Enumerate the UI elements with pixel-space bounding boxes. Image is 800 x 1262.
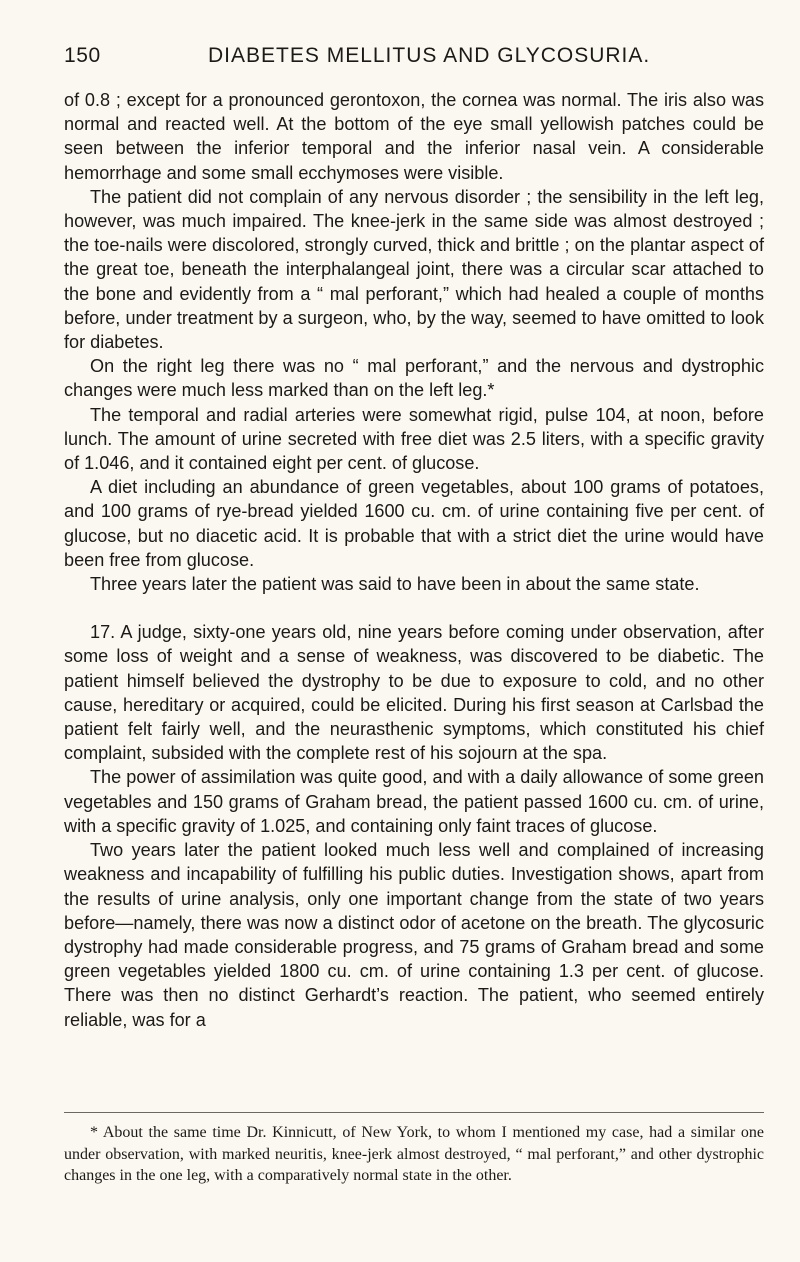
paragraph: Two years later the patient looked much less well and complained of increasing weakness and incapability of fulfilling his public duties. Investigation shows, apart from the results of urine analysis, only one important change from the state of two years before—namely, there was now a distinct odor of acetone on the breath. The glycosuric dystrophy had made considerable progress, and 75 grams of Graham bread and some green vegetables yielded 1800 cu. cm. of urine containing 1.3 per cent. of glucose. There was then no distinct Gerhardt’s reaction. The patient, who seemed entirely reliable, was for a (64, 840, 764, 1030)
paragraph: Three years later the patient was said to have been in about the same state. (90, 574, 700, 595)
footnote-divider (64, 1112, 764, 1113)
case-paragraph: 17. A judge, sixty-one years old, nine years before coming under observation, after some loss of weight and a sense of weakness, was discovered to be diabetic. The patient himself believed the dystrophy to be due to exposure to cold, and no other cause, hereditary or acquired, could be elicited. During his first season at Carlsbad the patient felt fairly well, and the neurasthenic symptoms, which constituted his chief complaint, subsided with the complete rest of his sojourn at the spa. (64, 622, 764, 764)
paragraph: On the right leg there was no “ mal perforant,” and the nervous and dystrophic changes were much less marked than on the left leg.* (64, 356, 764, 401)
footnote (64, 1122, 764, 1187)
body-text (64, 88, 764, 1032)
running-title: DIABETES MELLITUS AND GLYCOSURIA. (208, 44, 651, 67)
paragraph: The power of assimilation was quite good, and with a daily allowance of some green vegetables and 150 grams of Graham bread, the patient passed 1600 cu. cm. of urine, with a specific gravity of 1.025, and containing only faint traces of glucose. (64, 767, 764, 836)
page-number: 150 (64, 44, 101, 67)
paragraph: The temporal and radial arteries were somewhat rigid, pulse 104, at noon, before lunch. The amount of urine secreted with free diet was 2.5 liters, with a specific gravity of 1.046, and it contained eight per cent. of glucose. (64, 404, 764, 474)
running-head (64, 44, 764, 74)
paragraph: A diet including an abundance of green vegetables, about 100 grams of potatoes, and 100 grams of rye-bread yielded 1600 cu. cm. of urine containing five per cent. of glucose, but no diacetic acid. It is probable that with a strict diet the urine would have been free from glucose. (64, 477, 764, 570)
paragraph: The patient did not complain of any nervous disorder ; the sensibility in the left leg, however, was much impaired. The knee-jerk in the same side was almost destroyed ; the toe-nails were discolored, strongly curved, thick and brittle ; on the plantar aspect of the great toe, beneath the interphalangeal joint, there was a circular scar attached to the bone and evidently from a “ mal perforant,” which had healed a couple of months before, under treatment by a surgeon, who, by the way, seemed to have omitted to look for diabetes. (64, 186, 764, 353)
paragraph: of 0.8 ; except for a pronounced gerontoxon, the cornea was normal. The iris also was normal and reacted well. At the bottom of the eye small yellowish patches could be seen between the inferior temporal and the inferior nasal vein. A considerable hemorrhage and some small ecchymoses were visible. (64, 90, 764, 183)
footnote-text: * About the same time Dr. Kinnicutt, of New York, to whom I mentioned my case, had a similar one under observation, with marked neuritis, knee-jerk almost destroyed, “ mal perforant,” and other dystrophic changes in the one leg, with a comparatively normal state in the other. (64, 1124, 764, 1184)
